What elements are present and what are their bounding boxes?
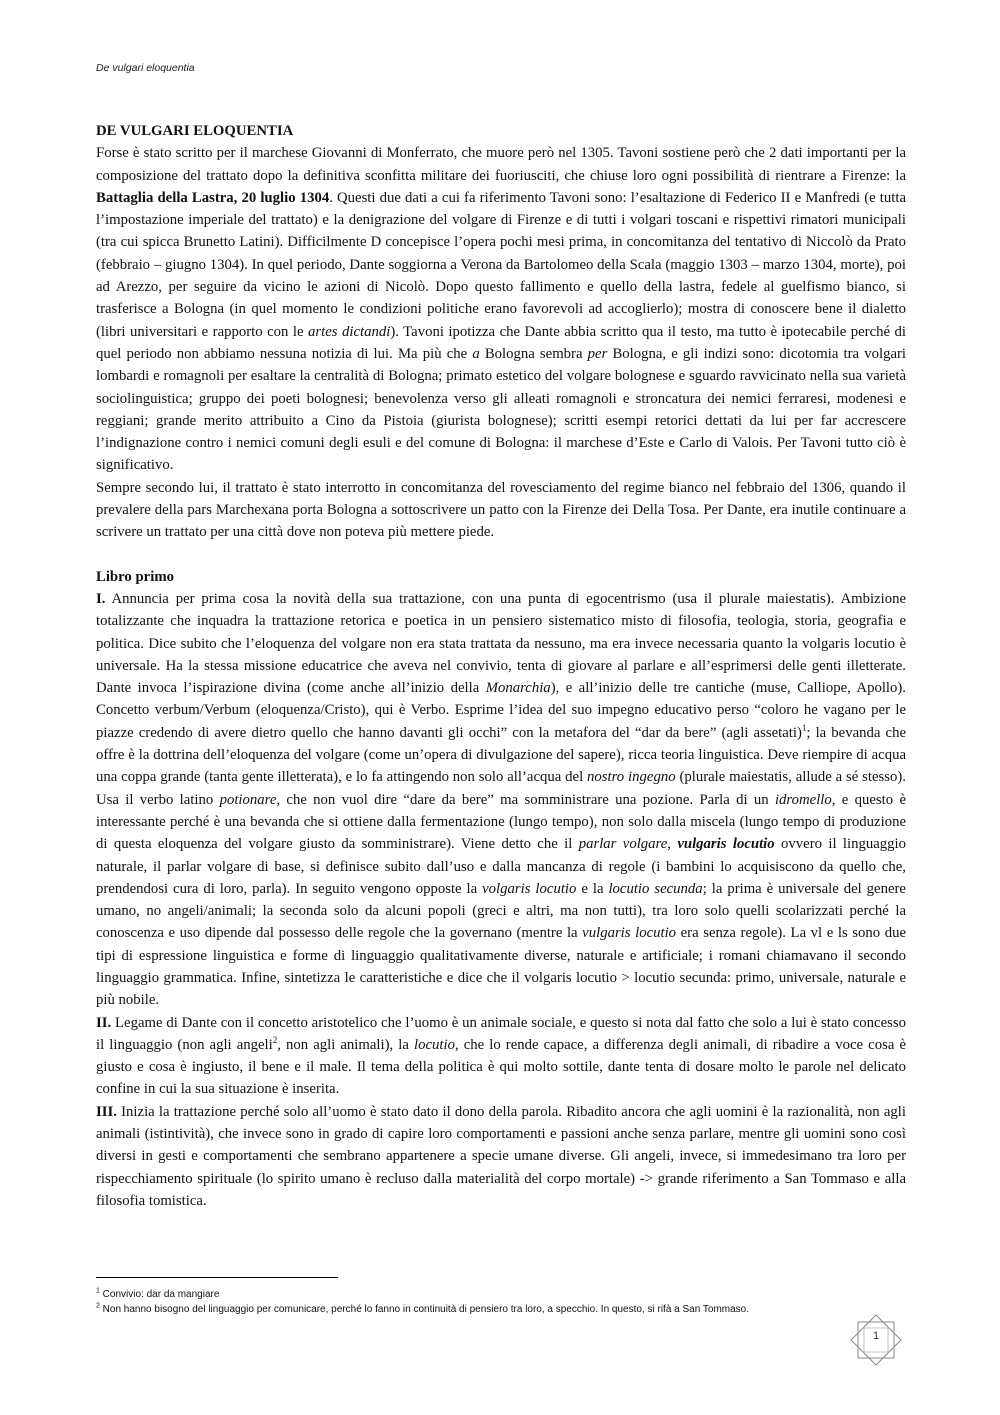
footnote-separator: [96, 1277, 338, 1278]
text-run: , che non vuol dire “dare da bere” ma somministrare una pozione. Parla di un: [276, 791, 775, 808]
text-run: era senza regole). La vl e ls sono due tipi di espressione linguistica e forme di linguaggio qualitativamente diverse, naturale e artificiale; i romani chiamavano il secondo linguaggio grammatica. Infine, sintetizza le caratteristiche e dice che il volgaris locutio > locutio secunda: primo, universale, naturale e più nobile.: [96, 925, 906, 1009]
chapter-1-paragraph: [96, 588, 906, 1012]
footnote-item: [96, 1302, 916, 1317]
italic-term: parlar volgare: [578, 836, 668, 853]
text-run: Bologna sembra: [479, 345, 588, 362]
battle-date-bold: Battaglia della Lastra, 20 luglio 1304: [96, 189, 330, 206]
footnote-number: 2: [96, 1302, 100, 1310]
text-run: ), e all’inizio delle tre cantiche (muse, Calliope, Apollo). Concetto verbum/Verbum (eloquenza/Cristo), qui è Verbo. Esprime l’idea del suo impegno educativo perso “coloro he vagano per le piazze credendo di avere dietro quello che hanno davanti gli occhi” con la metafora del “dar da bere” (agli assetati): [96, 680, 906, 741]
italic-term: per: [587, 345, 608, 362]
italic-term: locutio: [413, 1036, 455, 1053]
italic-term: locutio secunda: [608, 880, 703, 897]
text-run: , e questo è interessante perché è una bevanda che si ottiene dalla fermentazione (lungo tempo), non solo dalla miscela (lungo tempo di produzione di questa eloquenza del volgare giusto da somministrare). Viene detto che il: [96, 791, 907, 853]
text-run: ). Tavoni ipotizza che Dante abbia scritto qua il testo, ma tutto è ipotecabile perché di quel periodo non abbiamo nessuna notizia di lui. Ma più che: [96, 323, 906, 362]
italic-term: vulgaris locutio: [582, 925, 677, 942]
chapter-number: I.: [96, 590, 106, 607]
text-run: Forse è stato scritto per il marchese Giovanni di Monferrato, che muore però nel 1305. Tavoni sostiene però che 2 dati importanti per la composizione del trattato dopo la definitiva sconfitta militare dei fuoriusciti, che chiuse loro ogni possibilità di rientrare a Firenze: la: [96, 145, 906, 184]
text-run: Legame di Dante con il concetto aristotelico che l’uomo è un animale sociale, e questo si nota dal fatto che solo a lui è stato concesso il linguaggio (non agli angeli: [96, 1014, 906, 1053]
italic-term: idromello: [774, 791, 832, 808]
chapter-3-paragraph: [96, 1101, 906, 1212]
text-run: ; la prima è universale del genere umano, no angeli/animali; la seconda solo da alcuni popoli (greci e altri, ma non tutti), tra loro solo quelli scolarizzati perché la conoscenza e uso dipende dal possesso delle regole che la governano (mentre la: [96, 880, 906, 942]
footnote-item: [96, 1287, 916, 1302]
italic-term: a: [472, 345, 480, 362]
section-heading-libro-primo: Libro primo: [96, 568, 174, 585]
text-run: . Questi due dati a cui fa riferimento Tavoni sono: l’esaltazione di Federico II e Manfredi (e tutta l’impostazione imperiale del trattato) e la denigrazione del volgare di Firenze e di tutti i volgari toscani e rispettivi rimatori municipali (tra cui spicca Brunetto Latini). Difficilmente D concepisce l’opera pochi mesi prima, in concomitanza del tentativo di Niccolò da Prato (febbraio – giugno 1304). In quel periodo, Dante soggiorna a Verona da Bartolomeo della Scala (maggio 1303 – marzo 1304, morte), poi ad Arezzo, per seguire da vicino le azioni di Nicolò. Dopo questo fallimento e quello della lastra, fedele al guelfismo bianco, si trasferisce a Bologna (in quel momento le condizioni politiche erano favorevoli ad accoglierlo); mostra di conoscere bene il dialetto (libri universitari e rapporto con le: [96, 189, 906, 340]
italic-term: nostro ingegno: [587, 769, 676, 786]
footnotes: [96, 1287, 916, 1317]
chapter-2-paragraph: [96, 1012, 906, 1101]
footnote-ref[interactable]: 1: [801, 722, 807, 733]
text-run: (plurale maiestatis, allude a sé stesso). Usa il verbo latino: [96, 769, 906, 808]
document-body: [96, 120, 906, 1212]
text-run: e la: [576, 880, 609, 897]
text-run: Inizia la trattazione perché solo all’uomo è stato dato il dono della parola. Ribadito ancora che agli uomini è la razionalità, non agli animali (istintività), che invece sono in grado di capire loro comportamenti e passioni anche senza parlare, mentre gli uomini sono così diversi in gesti e comportamenti che sembrano appartenere a specie umane diverse. Gli angeli, invece, si immedesimano tra loro per rispecchiamento spirituale (lo spirito umano è recluso dalla materialità del corpo mortale) -> grande riferimento a San Tommaso e alla filosofia tomistica.: [96, 1103, 906, 1209]
footnote-number: 1: [96, 1287, 100, 1295]
italic-term: potionare: [219, 791, 277, 808]
page-number-badge: [848, 1312, 904, 1368]
running-header: De vulgari eloquentia: [96, 62, 195, 74]
italic-term: artes dictandi: [308, 323, 391, 340]
text-run: ; la bevanda che offre è la dottrina dell’eloquenza del volgare (come un’opera di divulgazione del sapere), ricca teoria linguistica. Deve riempire di acqua una coppa grande (tanta gente illetterata), e lo fa attingendo non solo all’acqua del: [96, 724, 906, 786]
text-run: , che lo rende capace, a differenza degli animali, di ribadire a voce cosa è giusto e cosa è ingiusto, il bene e il male. Il tema della politica è qui molto sottile, dante tenta di dosare molto le parole nel delicato confine in cui la sua situazione è inserita.: [96, 1036, 906, 1098]
text-run: Bologna, e gli indizi sono: dicotomia tra volgari lombardi e romagnoli per esaltare la centralità di Bologna; primato estetico del volgare bolognese e sguardo ravvicinato nella sua varietà sociolinguistica; gruppo dei poeti bolognesi; benevolenza verso gli alleati romagnoli e stroncatura dei nemici ferraresi, modenesi e reggiani; grande merito attribuito a Cino da Pistoia (giurista bolognese); scritti esempi retorici dettati da lui per far accrescere l’indignazione contro i nemici comuni degli esuli e del comune di Bologna: il marchese d’Este e Carlo di Valois. Per Tavoni tutto ciò è significativo.: [96, 345, 907, 474]
bold-italic-term: vulgaris locutio: [677, 836, 775, 853]
page-number: 1: [872, 1330, 880, 1342]
text-run: ,: [667, 836, 678, 853]
italic-term: Monarchia: [485, 680, 551, 697]
text-run: Annuncia per prima cosa la novità della sua trattazione, con una punta di egocentrismo (usa il plurale maiestatis). Ambizione totalizzante che inquadra la trattazione retorica e poetica in un pensiero sistematico misto di filosofia, teologia, storia, geografia e politica. Dice subito che l’eloquenza del volgare non era stata trattata da nessuno, ma era invece necessaria quanto la volgaris locutio è universale. Ha la stessa missione educatrice che aveva nel convivio, tenta di giovare al parlare e all’esprimersi delle genti illetterate. Dante invoca l’ispirazione divina (come anche all’inizio della: [96, 590, 906, 697]
footnote-text: Convivio: dar da mangiare: [99, 1289, 220, 1300]
footnote-text: Non hanno bisogno del linguaggio per comunicare, perché lo fanno in continuità di pensiero tra loro, a specchio. In questo, si rifà a San Tommaso.: [99, 1304, 750, 1315]
italic-term: volgaris locutio: [482, 880, 577, 897]
text-run: , non agli animali), la: [277, 1036, 414, 1053]
intro-paragraph-2: Sempre secondo lui, il trattato è stato interrotto in concomitanza del rovesciamento del regime bianco nel febbraio del 1306, quando il prevalere della pars Marchexana porta Bologna a sottoscrivere un patto con la Firenze dei Della Tosa. Per Dante, era inutile continuare a scrivere un trattato per una città dove non poteva più mettere piede.: [96, 479, 906, 541]
intro-paragraph-1: [96, 142, 906, 476]
chapter-number: III.: [96, 1103, 117, 1120]
document-title: DE VULGARI ELOQUENTIA: [96, 123, 294, 139]
footnote-ref[interactable]: 2: [272, 1034, 278, 1045]
text-run: ovvero il linguaggio naturale, il parlar volgare di base, si definisce subito dall’uso e dalla mancanza di regole (i bambini lo acquisiscono da quello che, prendendosi cura di loro, parla). In seguito vengono opposte la: [96, 836, 906, 897]
chapter-number: II.: [96, 1014, 112, 1031]
